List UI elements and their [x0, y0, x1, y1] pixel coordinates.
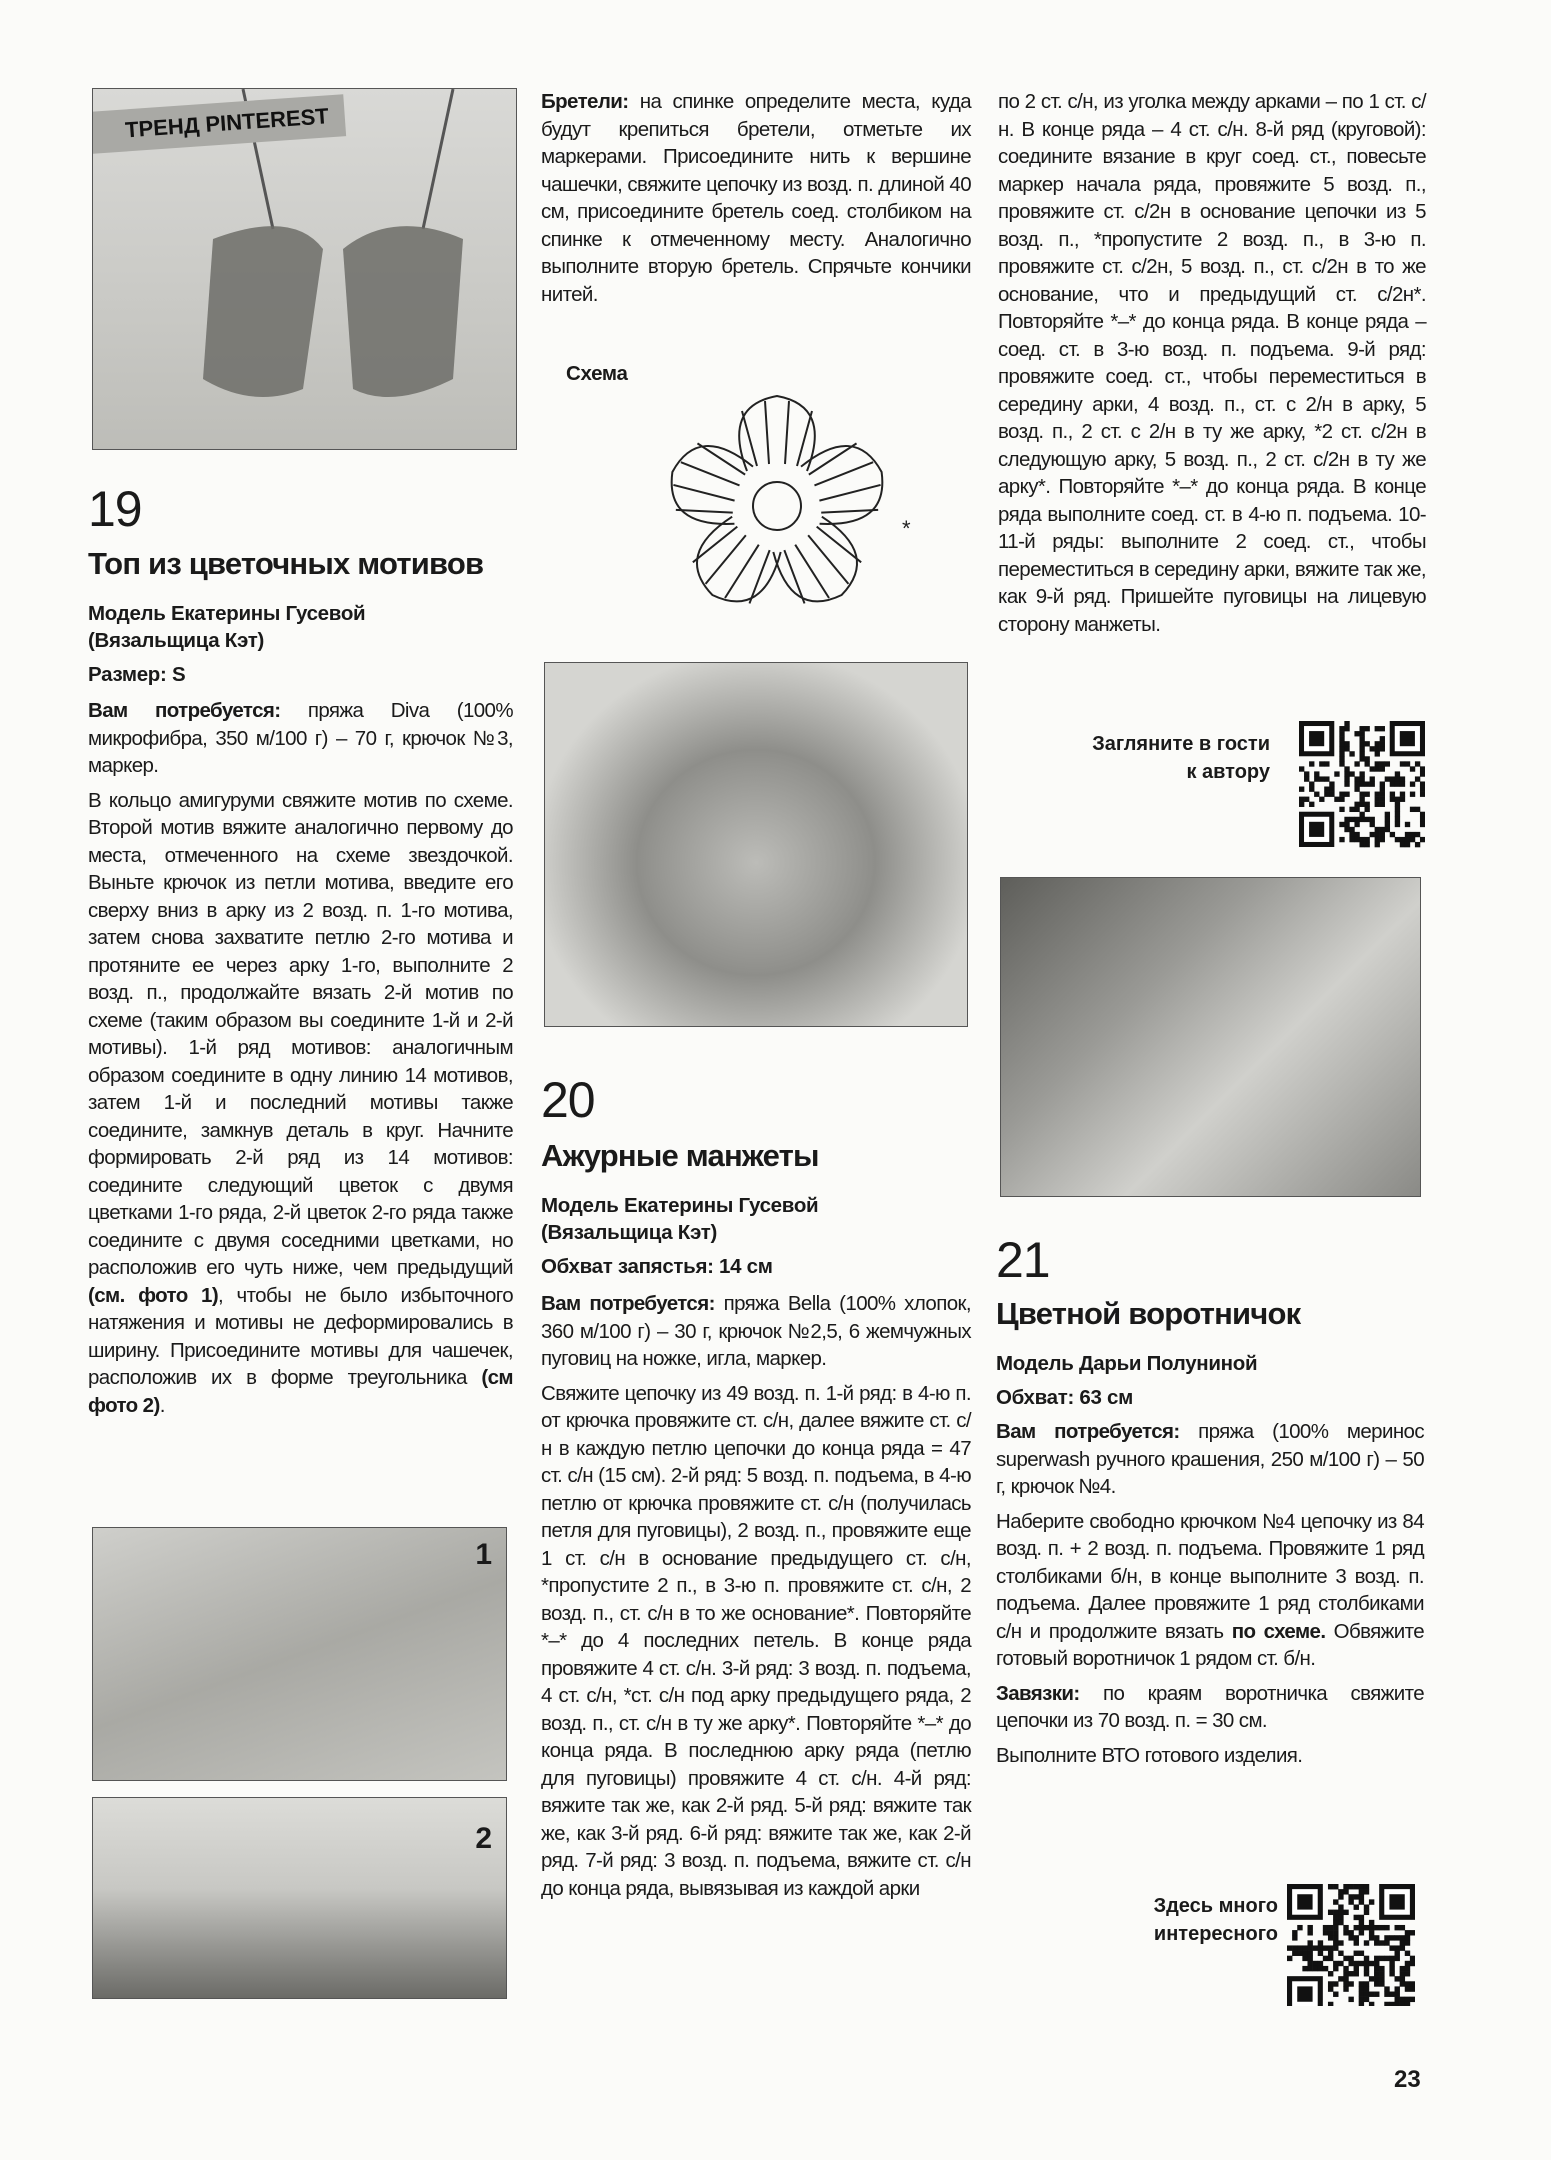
qr-interesting-label: Здесь много интересного	[1153, 1895, 1278, 1945]
section-19-size: Размер: S	[88, 663, 186, 686]
section-19-instructions: В кольцо амигуруми свяжите мотив по схеме. Второй мотив вяжите аналогично первому до места, отмеченного на схеме звездочкой. Выньте крючок из петли мотива, введите его сверху вниз в арку из 2 возд. п. 1-го мотива, затем снова захватите петлю 2-го мотива и протяните ее через арку 1-го, выполните 2 возд. п., продолжайте вязать 2-й мотив по схеме (таким образом вы соедините 1-й и 2-й мотивы). 1-й ряд мотивов: аналогичным образом соедините в одну линию 14 мотивов, затем 1-й и последний мотивы также соедините, замкнув деталь в круг. Начните формировать 2-й ряд из 14 мотивов: соедините следующий цветок с двумя цветками 1-го ряда, 2-й цветок 2-го ряда также соедините с двумя соседними цветками, но расположив его чуть ниже, чем предыдущий (см. фото 1), чтобы не было избыточного натяжения и мотивы не деформировались в ширину. Присоедините мотивы для чашечек, расположив их в форме треугольника (см фото 2).	[88, 788, 513, 1417]
section-21-ties: Завязки: по краям воротничка свяжите цепочки из 70 возд. п. = 30 см.	[996, 1681, 1424, 1732]
section-21-number: 21	[996, 1232, 1050, 1288]
qr-code-author[interactable]	[1299, 721, 1425, 849]
section-20-number: 20	[541, 1072, 595, 1128]
crochet-scheme-diagram	[632, 381, 922, 631]
section-20-materials: Вам потребуется: пряжа Bella (100% хлопок, 360 м/100 г) – 30 г, крючок №2,5, 6 жемчужных пуговиц на ножке, игла, маркер.	[541, 1292, 971, 1370]
collar-photo	[1000, 877, 1421, 1197]
section-19-number: 19	[88, 481, 142, 537]
photo-2	[92, 1797, 507, 1999]
cuffs-photo	[544, 662, 968, 1027]
photo-1-label: 1	[475, 1538, 492, 1571]
section-21-materials: Вам потребуется: пряжа (100% меринос superwash ручного крашения, 250 м/100 г) – 50 г, крючок №4.	[996, 1420, 1424, 1498]
section-20-title: Ажурные манжеты	[541, 1138, 819, 1173]
section-20-size: Обхват запястья: 14 см	[541, 1255, 773, 1278]
straps-instructions: Бретели: на спинке определите места, куда будут крепиться бретели, отметьте их маркерами. Присоедините нить к вершине чашечки, свяжите цепочку из возд. п. длиной 40 см, присоедините бретель соед. столбиком на спинке к отмеченному месту. Аналогично выполните вторую бретель. Спрячьте кончики нитей.	[541, 90, 971, 306]
section-20-author-alias: (Вязальщица Кэт)	[541, 1221, 718, 1244]
crochet-top-photo	[92, 88, 517, 450]
scheme-label: Схема	[566, 362, 628, 385]
photo-1	[92, 1527, 507, 1781]
section-21-instructions: Наберите свободно крючком №4 цепочку из 84 возд. п. + 2 возд. п. подъема. Провяжите 1 ряд столбиками б/н, в конце выполните 3 возд. п. подъема. Далее провяжите 1 ряд столбиками с/н и продолжите вязать по схеме. Обвяжите готовый воротничок 1 рядом ст. б/н.	[996, 1509, 1424, 1670]
svg-text:*: *	[902, 516, 911, 541]
section-20-body	[541, 1290, 971, 1909]
page-number: 23	[1394, 2066, 1421, 2093]
trend-tag: ТРЕНД PINTEREST	[92, 94, 346, 154]
qr-author-label: Загляните в гости к автору	[1092, 733, 1270, 783]
section-19-body	[88, 697, 513, 1426]
section-21-finish: Выполните ВТО готового изделия.	[996, 1743, 1303, 1767]
photo-2-label: 2	[475, 1822, 492, 1855]
section-20-instructions: Свяжите цепочку из 49 возд. п. 1-й ряд: в 4-ю п. от крючка провяжите ст. с/н, далее вяжите ст. с/н в каждую петлю цепочки до конца ряда = 47 ст. с/н (15 см). 2-й ряд: 5 возд. п. подъема, в 4-ю петлю от крючка провяжите ст. с/н (получилась петля для пуговицы), 2 возд. п., провяжите еще 1 ст. с/н в основание предыдущего ст. с/н, *пропустите 2 п., в 3-ю п. провяжите ст. с/н, 2 возд. п., ст. с/н в то же основание*. Повторяйте *–* до 4 последних петель. В конце ряда провяжите 4 ст. с/н. 3-й ряд: 3 возд. п. подъема, 4 ст. с/н, *ст. с/н под арку предыдущего ряда, 2 возд. п., ст. с/н в ту же арку*. Повторяйте *–* до конца ряда. В последнюю арку ряда (петлю для пуговицы) провяжите 4 ст. с/н. 4-й ряд: вяжите так же, как 2-й ряд. 5-й ряд: вяжите так же, как 3-й ряд. 6-й ряд: вяжите так же, как 2-й ряд. 7-й ряд: 3 возд. п. подъема, вяжите ст. с/н до конца ряда, вывязывая из каждой арки	[541, 1381, 971, 1900]
section-20-author: Модель Екатерины Гусевой	[541, 1194, 819, 1217]
section-21-title: Цветной воротничок	[996, 1296, 1301, 1331]
section-21-body	[996, 1418, 1424, 1776]
section-20-continued: по 2 ст. с/н, из уголка между арками – по 1 ст. с/н. В конце ряда – 4 ст. с/н. 8-й ряд (круговой): соедините вязание в круг соед. ст., повесьте маркер начала ряда, провяжите 5 возд. п., провяжите ст. с/2н в основание цепочки из 5 возд. п., *пропустите 2 возд. п., в 3-ю п. провяжите ст. с/2н, 5 возд. п., ст. с/2н в то же основание, что и предыдущий ст. с/2н*. Повторяйте *–* до конца ряда. В конце ряда – соед. ст. в 3-ю возд. п. подъема. 9-й ряд: провяжите соед. ст., чтобы переместиться в середину арки, 4 возд. п., ст. с 2/н в арку, 5 возд. п., 2 ст. с 2/н в ту же арку, *2 ст. с/2н в следующую арку, 5 возд. п., 2 ст. с/2н в ту же арку*. Повторяйте *–* до конца ряда. В конце ряда выполните соед. ст. в 4-ю п. подъема. 10-11-й ряды: выполните 2 соед. ст., чтобы переместиться в середину арки, вяжите так же, как 9-й ряд. Пришейте пуговицы на лицевую сторону манжеты.	[998, 90, 1426, 636]
section-19-author-alias: (Вязальщица Кэт)	[88, 629, 265, 652]
section-19-title: Топ из цветочных мотивов	[88, 546, 484, 581]
section-21-size: Обхват: 63 см	[996, 1386, 1133, 1409]
section-21-author: Модель Дарьи Полуниной	[996, 1352, 1258, 1375]
section-19-materials: Вам потребуется: пряжа Diva (100% микрофибра, 350 м/100 г) – 70 г, крючок №3, маркер.	[88, 699, 513, 777]
section-19-author: Модель Екатерины Гусевой	[88, 602, 366, 625]
qr-code-interesting[interactable]	[1287, 1884, 1415, 2006]
